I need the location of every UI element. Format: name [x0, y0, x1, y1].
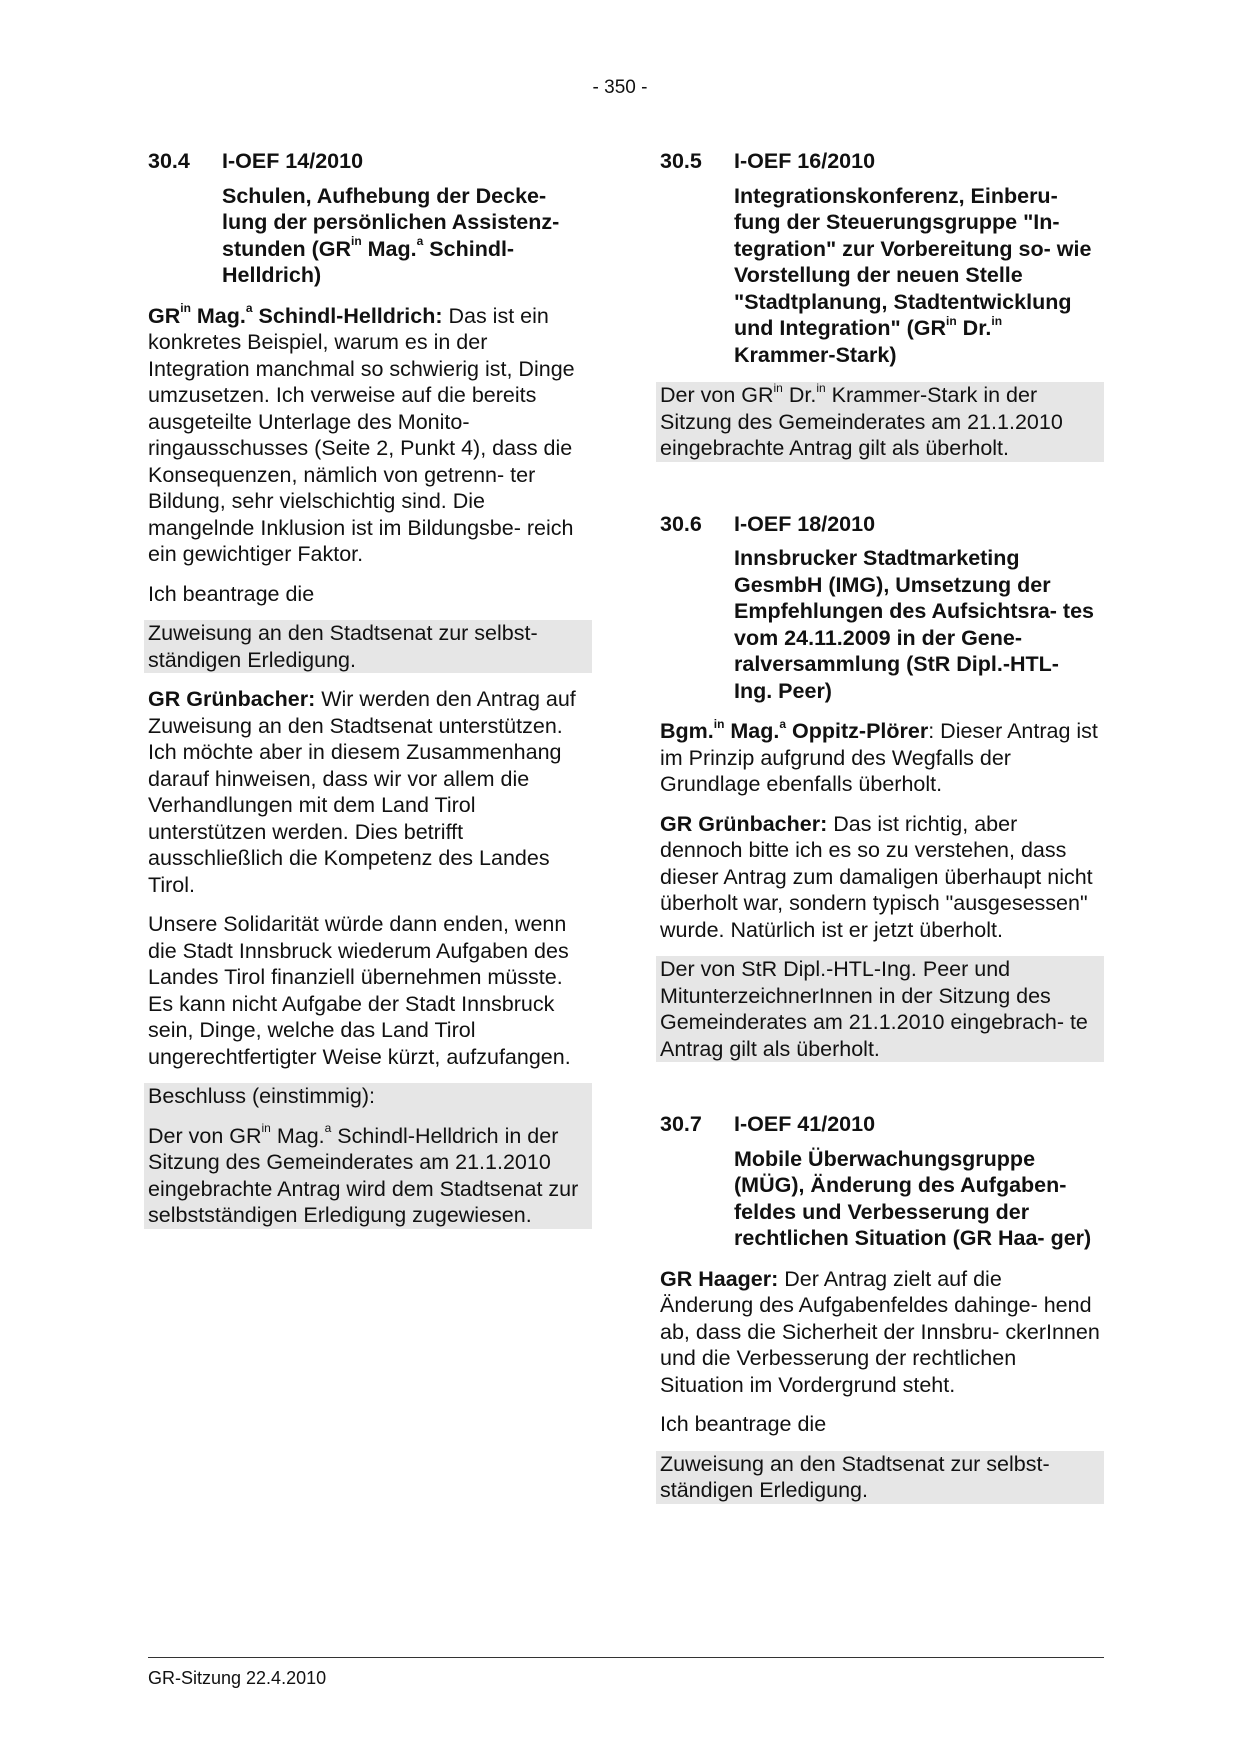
- motion-intro: Ich beantrage die: [660, 1412, 827, 1436]
- section-heading-30-4: [148, 148, 588, 175]
- speaker-name: GR Haager:: [660, 1266, 779, 1291]
- speech-haager: GR Haager: Der Antrag zielt auf die Änderung des Aufgabenfeldes dahinge- hend ab, dass die Sicherheit der Innsbru- ckerInnen und die Verbesserung der rechtlichen Situation im Vordergrund steht.: [660, 1266, 1100, 1397]
- page-number: - 350 -: [592, 77, 648, 98]
- section-code: I-OEF 18/2010: [734, 511, 876, 536]
- section-code: I-OEF 16/2010: [734, 149, 876, 173]
- speaker-name: GR Grünbacher:: [660, 811, 828, 836]
- resolution-box: Der von StR Dipl.-HTL-Ing. Peer und MitunterzeichnerInnen in der Sitzung des Gemeinderates am 21.1.2010 eingebrach- te Antrag gilt als überholt.: [656, 956, 1104, 1062]
- speaker-name: GR Grünbacher:: [148, 687, 316, 711]
- speech-oppitz-ploerer: Bgm.$^{in}$ Mag.$^a$ Oppitz-Plörer: Dieser Antrag ist im Prinzip aufgrund des Wegfalls der Grundlage ebenfalls überholt.: [660, 716, 1098, 796]
- section-gap: [660, 1075, 1100, 1111]
- section-number: 30.4: [148, 149, 190, 173]
- section-title-30-6: Innsbrucker Stadtmarketing GesmbH (IMG), Umsetzung der Empfehlungen des Aufsichtsra- tes vom 24.11.2009 in der Gene- ralversammlung (StR Dipl.-HTL- Ing. Peer): [734, 546, 1094, 703]
- speech-gruenbacher: GR Grünbacher: Das ist richtig, aber dennoch bitte ich es so zu verstehen, dass dieser Antrag zum damaligen überhaupt nicht überholt war, sondern typisch "ausgesessen" wurde. Natürlich ist er jetzt überholt.: [660, 811, 1093, 942]
- section-code: I-OEF 14/2010: [222, 149, 364, 173]
- section-title-30-4: Schulen, Aufhebung der Decke- lung der persönlichen Assistenz- stunden ($GR^{in}$ Mag.$^a$ Schindl- Helldrich): [222, 183, 560, 287]
- motion-box: Zuweisung an den Stadtsenat zur selbst- ständigen Erledigung.: [656, 1451, 1104, 1504]
- motion-box: Zuweisung an den Stadtsenat zur selbst- ständigen Erledigung.: [144, 620, 592, 673]
- section-title-30-7: Mobile Überwachungsgruppe (MÜG), Änderung des Aufgaben- feldes und Verbesserung der rechtlichen Situation (GR Haa- ger): [734, 1146, 1092, 1250]
- speaker-name: $GR^{in}$ Mag.$^a$ Schindl-Helldrich:: [148, 301, 443, 328]
- footer-divider: [148, 1657, 1104, 1658]
- section-number: 30.7: [660, 1112, 702, 1136]
- section-heading-30-7: [660, 1111, 1100, 1138]
- section-heading-30-6: [660, 511, 1100, 538]
- resolution-label-box: Beschluss (einstimmig):: [144, 1083, 592, 1120]
- section-title-30-5: Integrationskonferenz, Einberu- fung der Steuerungsgruppe "In- tegration" zur Vorbereitung so- wie Vorstellung der neuen Stelle "Stadtplanung, Stadtentwicklung und Integration" ($GR^{in}$ Dr.$^{in}$ Krammer-Stark): [734, 183, 1092, 367]
- section-gap: [660, 475, 1100, 511]
- speech-gruenbacher: GR Grünbacher: Wir werden den Antrag auf Zuweisung an den Stadtsenat unterstützen. Ich möchte aber in diesem Zusammenhang darauf hinweisen, dass wir vor allem die Verhandlungen mit dem Land Tirol unterstützen werden. Dies betrifft ausschließlich die Kompetenz des Landes Tirol.: [148, 687, 576, 897]
- section-code: I-OEF 41/2010: [734, 1112, 876, 1136]
- section-heading-30-5: [660, 148, 1100, 175]
- footer-text: GR-Sitzung 22.4.2010: [148, 1668, 327, 1688]
- speech-schindl-helldrich: $GR^{in}$ Mag.$^a$ Schindl-Helldrich: Das ist ein konkretes Beispiel, warum es in der Integration manchmal so schwierig ist, Dinge umzusetzen. Ich verweise auf die bereits ausgeteilte Unterlage des Monito- ringausschusses (Seite 2, Punkt 4), dass die Konsequenzen, nämlich von getrenn- ter Bildung, sehr vielschichtig sind. Die mangelnde Inklusion ist im Bildungsbe- reich ein gewichtiger Faktor.: [148, 301, 575, 566]
- right-column: [660, 148, 1100, 1517]
- left-column: [148, 148, 588, 1242]
- resolution-box: Der von $GR^{in}$ Mag.$^a$ Schindl-Helldrich in der Sitzung des Gemeinderates am 21.1.2010 eingebrachte Antrag wird dem Stadtsenat zur selbstständigen Erledigung zugewiesen.: [144, 1120, 592, 1229]
- resolution-box: Der von $GR^{in}$ Dr.$^{in}$ Krammer-Stark in der Sitzung des Gemeinderates am 21.1.2010 eingebrachte Antrag gilt als überholt.: [656, 382, 1104, 462]
- section-number: 30.6: [660, 511, 702, 536]
- motion-intro: Ich beantrage die: [148, 581, 315, 606]
- speech-paragraph: Unsere Solidarität würde dann enden, wenn die Stadt Innsbruck wiederum Aufgaben des Landes Tirol finanziell übernehmen müsste. Es kann nicht Aufgabe der Stadt Innsbruck sein, Dinge, welche das Land Tirol ungerechtfertigter Weise kürzt, aufzufangen.: [148, 912, 571, 1069]
- speaker-name: Bgm.$^{in}$ Mag.$^a$ Oppitz-Plörer: [660, 716, 929, 743]
- section-number: 30.5: [660, 149, 702, 173]
